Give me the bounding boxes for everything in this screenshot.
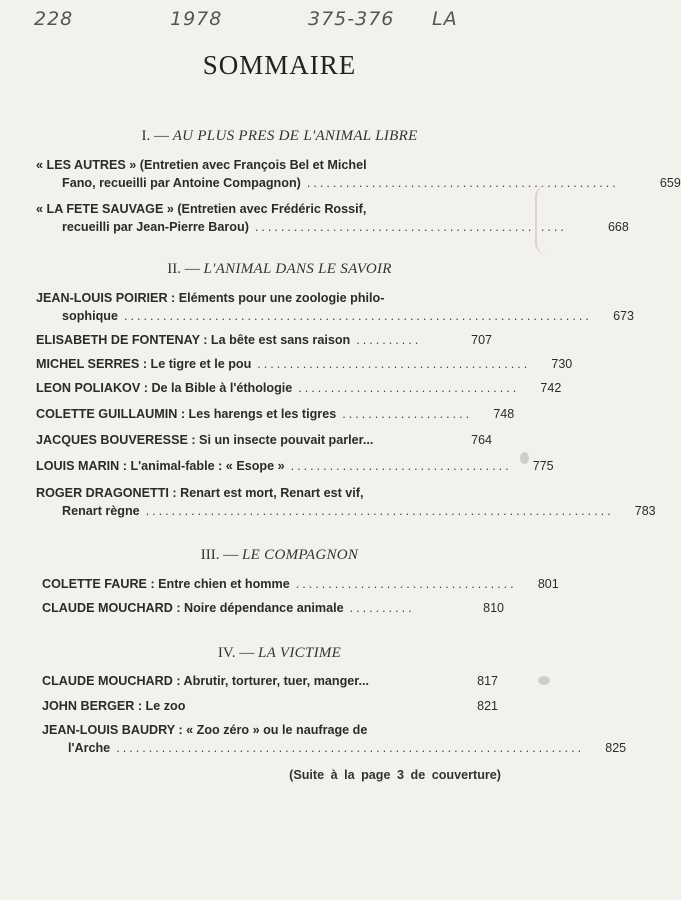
leader-dots: ........................................................................ [116, 741, 585, 755]
toc-entry[interactable] [36, 200, 629, 240]
page-number: 801 [537, 577, 559, 591]
section-name: LA VICTIME [258, 645, 342, 661]
section-name: LE COMPAGNON [241, 547, 359, 563]
page-number: 764 [471, 433, 492, 447]
toc-entry[interactable] [36, 431, 492, 453]
section-number: II. — [167, 261, 200, 277]
leader-dots: ........................................................................ [123, 309, 592, 323]
toc-entry[interactable] [36, 156, 681, 196]
page-number: 659 [659, 176, 681, 190]
page-number: 668 [607, 220, 629, 234]
page-number: 775 [532, 459, 554, 473]
entry-text-cont: Renart règne [62, 504, 140, 518]
page-number: 748 [493, 407, 515, 421]
continuation-note: (Suite à la page 3 de couverture) [289, 768, 501, 782]
paper-speck [538, 676, 550, 685]
section-number: I. — [141, 128, 169, 144]
handwritten-note-3: 375-376 [308, 8, 395, 30]
entry-text: MICHEL SERRES : Le tigre et le pou [36, 357, 252, 371]
toc-entry[interactable] [42, 575, 559, 597]
page-number: 821 [477, 699, 498, 713]
leader-dots: .......... [349, 601, 415, 615]
section-heading-2 [0, 261, 559, 278]
page-number: 673 [613, 309, 634, 323]
page-number: 742 [540, 381, 562, 395]
toc-entry[interactable] [42, 599, 504, 621]
leader-dots: ................................................ [306, 176, 619, 190]
page-title: SOMMAIRE [202, 50, 357, 80]
entry-text-cont: sophique [62, 309, 118, 323]
entry-text: LOUIS MARIN : L'animal-fable : « Esope » [36, 459, 285, 473]
entry-text: CLAUDE MOUCHARD : Noire dépendance animale [42, 601, 344, 615]
entry-text: JOHN BERGER : Le zoo [42, 699, 186, 713]
toc-entry[interactable] [42, 721, 627, 761]
toc-entry[interactable] [36, 405, 515, 427]
entry-text: JEAN-LOUIS POIRIER : Eléments pour une zoologie philo- [36, 291, 385, 305]
binding-mark [535, 185, 559, 255]
page-number: 825 [605, 741, 627, 755]
section-name: AU PLUS PRES DE L'ANIMAL LIBRE [172, 128, 418, 144]
page-number: 810 [483, 601, 504, 615]
entry-text-cont: recueilli par Jean-Pierre Barou) [62, 220, 249, 234]
entry-text: CLAUDE MOUCHARD : Abrutir, torturer, tuer, manger... [42, 674, 369, 688]
section-name: L'ANIMAL DANS LE SAVOIR [203, 261, 392, 277]
leader-dots: .................................. [295, 577, 517, 591]
entry-text: « LA FETE SAUVAGE » (Entretien avec Frédéric Rossif, [36, 202, 367, 216]
handwritten-note-4: LA [432, 8, 458, 30]
paper-speck [520, 452, 529, 464]
entry-text: « LES AUTRES » (Entretien avec François Bel et Michel [36, 158, 367, 172]
leader-dots: ........................................................................ [145, 504, 614, 518]
page-number: 730 [551, 357, 573, 371]
toc-entry[interactable] [36, 331, 492, 353]
toc-entry[interactable] [42, 672, 498, 694]
leader-dots: .................................. [298, 381, 520, 395]
section-heading-3 [0, 547, 559, 564]
toc-entry[interactable] [36, 457, 554, 479]
page-number: 817 [477, 674, 498, 688]
toc-entry[interactable] [36, 484, 656, 524]
handwritten-note-1: 228 [34, 8, 74, 30]
leader-dots: .......... [356, 333, 422, 347]
leader-dots: ................................................ [254, 220, 567, 234]
section-number: III. — [200, 547, 239, 563]
page-number: 707 [471, 333, 492, 347]
entry-text: LEON POLIAKOV : De la Bible à l'éthologie [36, 381, 293, 395]
entry-text: ELISABETH DE FONTENAY : La bête est sans raison [36, 333, 351, 347]
entry-text-cont: l'Arche [68, 741, 111, 755]
page-number: 783 [634, 504, 656, 518]
leader-dots: .................................. [290, 459, 512, 473]
leader-dots: .................... [342, 407, 473, 421]
section-heading-4 [0, 645, 559, 662]
entry-text: COLETTE GUILLAUMIN : Les harengs et les tigres [36, 407, 337, 421]
entry-text: ROGER DRAGONETTI : Renart est mort, Renart est vif, [36, 486, 364, 500]
toc-entry[interactable] [42, 697, 498, 719]
entry-text: COLETTE FAURE : Entre chien et homme [42, 577, 290, 591]
section-heading-1 [0, 128, 559, 145]
entry-text: JEAN-LOUIS BAUDRY : « Zoo zéro » ou le naufrage de [42, 723, 368, 737]
toc-entry[interactable] [36, 379, 562, 401]
toc-entry[interactable] [36, 355, 573, 377]
section-number: IV. — [217, 645, 255, 661]
entry-text-cont: Fano, recueilli par Antoine Compagnon) [62, 176, 301, 190]
leader-dots: .......................................... [257, 357, 531, 371]
toc-entry[interactable] [36, 289, 634, 329]
handwritten-note-2: 1978 [170, 8, 223, 30]
entry-text: JACQUES BOUVERESSE : Si un insecte pouvait parler... [36, 433, 374, 447]
